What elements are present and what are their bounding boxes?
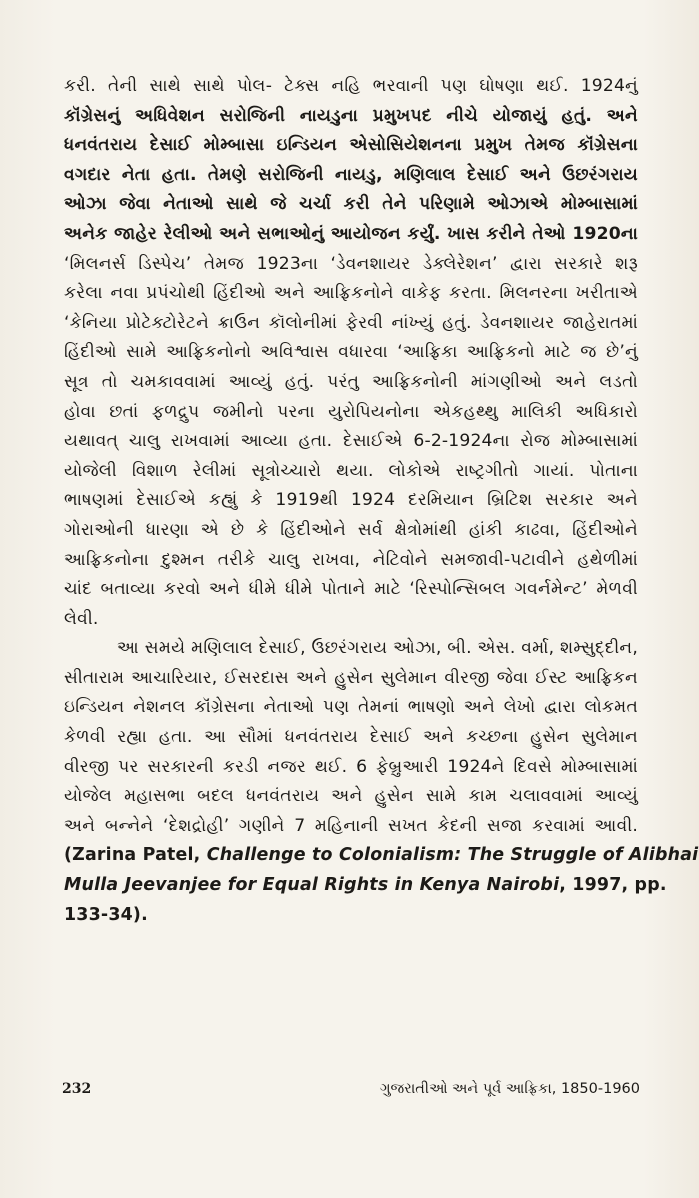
text-line: ઓઝા જેવા નેતાઓ સાથે જે ચર્ચા કરી તેને પરિણામે ઓઝાએ મોમ્બાસામાં <box>64 194 638 215</box>
text-line: ચાંદ બતાવ્યા કરવો અને ધીમે ધીમે પોતાને માટે ‘રિસ્પોન્સિબલ ગવર્નમેન્ટ’ મેળવી <box>64 579 638 600</box>
text-line: સૂત્ર તો ચમકાવવામાં આવ્યું હતું. પરંતુ આફ્રિકનોની માંગણીઓ અને લડતો <box>64 371 638 392</box>
running-title: ગુજરાતીઓ અને પૂર્વ આફ્રિકા, 1850-1960 <box>379 1081 640 1097</box>
text-line: અનેક જાહેર રેલીઓ અને સભાઓનું આયોજન કર્યું. ખાસ કરીને તેઓ 1920ના <box>64 223 638 244</box>
citation-line <box>64 841 699 871</box>
citation-details: , 1997, pp. <box>559 875 667 896</box>
citation-title-continued: Mulla Jeevanjee for Equal Rights in Kenya Nairobi <box>64 875 560 896</box>
text-line: યથાવત્ ચાલુ રાખવામાં આવ્યા હતા. દેસાઈએ 6-2-1924ના રોજ મોમ્બાસામાં <box>64 431 638 452</box>
text-line: યોજેલ મહાસભા બદલ ધનવંતરાય અને હુસેન સામે કામ ચલાવવામાં આવ્યું <box>64 786 638 807</box>
citation-line <box>64 871 667 901</box>
page-footer <box>62 1075 640 1103</box>
text-line: લેવી. <box>64 608 99 629</box>
text-line: હોવા છતાં ફળદ્રુપ જમીનો પરના યુરોપિયનોના એકહથ્થુ માલિકી અધિકારો <box>64 401 638 422</box>
text-line: હિંદીઓ સામે આફ્રિકનોનો અવિશ્વાસ વધારવા ‘આફ્રિકા આફ્રિકનો માટે જ છે’નું <box>64 342 638 363</box>
text-line: અને બન્નેને ‘દેશદ્રોહી’ ગણીને 7 મહિનાની સખત કેદની સજા કરવામાં આવી. <box>64 815 638 836</box>
text-line: ઇન્ડિયન નેશનલ કૉંગ્રેસના નેતાઓ પણ તેમનાં ભાષણો અને લેખો દ્વારા લોકમત <box>64 697 638 718</box>
citation-pages: 133-34). <box>64 904 148 925</box>
text-line: વીરજી પર સરકારની કરડી નજર થઈ. 6 ફેબ્રુઆરી 1924ને દિવસે મોમ્બાસામાં <box>64 756 638 777</box>
text-line: કરી. તેની સાથે સાથે પોલ- ટેક્સ નહિ ભરવાની પણ ઘોષણા થઈ. 1924નું <box>64 76 638 96</box>
text-line: ભાષણમાં દેસાઈએ કહ્યું કે 1919થી 1924 દરમિયાન બ્રિટિશ સરકાર અને <box>64 490 638 511</box>
text-line: ધનવંતરાય દેસાઈ મોમ્બાસા ઇન્ડિયન એસોસિયેશનના પ્રમુખ તેમજ કૉંગ્રેસના <box>64 135 638 156</box>
text-line: વગદાર નેતા હતા. તેમણે સરોજિની નાયડુ, મણિલાલ દેસાઈ અને ઉછરંગરાય <box>64 164 638 185</box>
text-line: ‘કેનિયા પ્રોટેક્ટોરેટને ક્રાઉન કૉલોનીમાં ફેરવી નાંખ્યું હતું. ડેવનશાયર જાહેરાતમાં <box>64 312 638 333</box>
text-line: ‘મિલનર્સ ડિસ્પેચ’ તેમજ 1923ના ‘ડેવનશાયર ડેક્લેરેશન’ દ્વારા સરકારે શરૂ <box>64 253 638 274</box>
text-line: કેળવી રહ્યા હતા. આ સૌમાં ધનવંતરાય દેસાઈ અને કચ્છના હુસેન સુલેમાન <box>64 727 638 748</box>
text-line: કૉંગ્રેસનું અધિવેશન સરોજિની નાયડુના પ્રમુખપદ નીચે યોજાયું હતું. અને <box>64 105 638 126</box>
body-text <box>64 72 699 930</box>
text-line: યોજેલી વિશાળ રેલીમાં સૂત્રોચ્ચારો થયા. લોકોએ રાષ્ટ્રગીતો ગાયાં. પોતાના <box>64 460 638 481</box>
paragraph-first-line: આ સમયે મણિલાલ દેસાઈ, ઉછરંગરાય ઓઝા, બી. એસ. વર્મા, શમ્સુદ્દીન, <box>117 638 638 659</box>
page-number: 232 <box>62 1081 92 1097</box>
text-line: આફ્રિકનોના દુશ્મન તરીકે ચાલુ રાખવા, નેટિવોને સમજાવી-પટાવીને હથેળીમાં <box>64 549 638 570</box>
citation-line <box>64 901 638 931</box>
citation-author: (Zarina Patel, <box>64 845 207 866</box>
text-line: કરેલા નવા પ્રપંચોથી હિંદીઓ અને આફ્રિકનોને વાકેફ કરતા. મિલનરના ખરીતાએ <box>64 283 638 304</box>
text-line: ગોરાઓની ધારણા એ છે કે હિંદીઓને સર્વ ક્ષેત્રોમાંથી હાંકી કાઢવા, હિંદીઓને <box>64 519 638 540</box>
citation-title: Challenge to Colonialism: The Struggle of Alibhai <box>206 845 699 866</box>
text-line: સીતારામ આચારિયાર, ઈસરદાસ અને હુસેન સુલેમાન વીરજી જેવા ઈસ્ટ આફ્રિકન <box>64 667 638 688</box>
